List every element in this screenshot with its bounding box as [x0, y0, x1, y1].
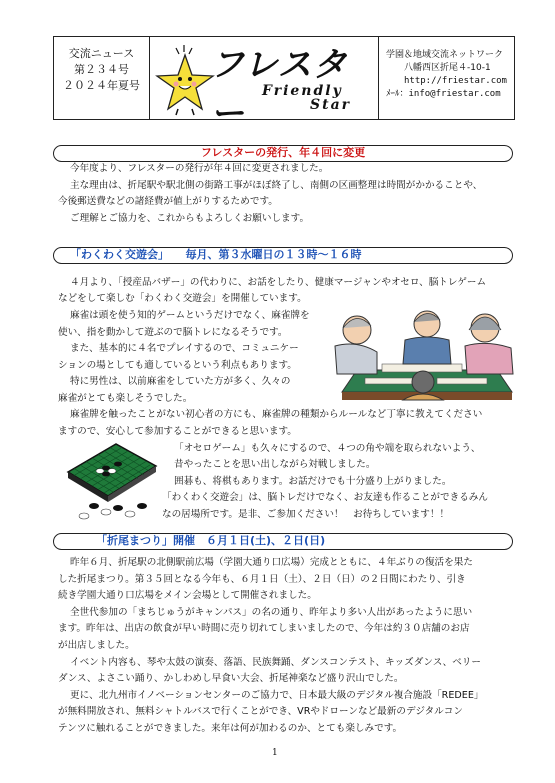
issue-line: 第２３４号	[74, 63, 129, 76]
paragraph-line: ご理解とご協力を、これからもよろしくお願いします。	[70, 213, 310, 224]
paragraph-line: ますので、安心して参加することができると思います。	[58, 426, 297, 437]
org-email[interactable]: ﾒｰﾙ：info@friestar.com	[386, 89, 501, 99]
paragraph-line: イベント内容も、琴や太鼓の演奏、落語、民族舞踊、ダンスコンテスト、キッズダンス、ベリー	[70, 657, 481, 668]
page-number: 1	[272, 748, 278, 758]
paragraph-line: 麻雀は頭を使う知的ゲームというだけでなく、麻雀牌を	[70, 310, 310, 321]
org-name: 学園＆地域交流ネットワーク	[386, 50, 504, 60]
paragraph-line: 特に男性は、以前麻雀をしていた方が多く、久々の	[70, 376, 291, 387]
section-heading-wakuwaku: 「わくわく交遊会」 毎月、第３水曜日の１３時～１６時	[53, 247, 513, 264]
paragraph-line: ４月より、「授産品バザー」の代わりに、お話をしたり、健康マージャンやオセロ、脳トレゲーム	[70, 277, 487, 288]
logo-title: フレスター	[210, 45, 348, 134]
paragraph-line: 続き学園大通り口広場をメイン会場として開催されました。	[58, 590, 317, 601]
logo-area	[150, 37, 379, 134]
issue-line: ２０２４年夏号	[63, 79, 140, 92]
star-mascot-icon	[154, 43, 216, 117]
section-heading-orio-festival: 「折尾まつり」開催 ６月１日(土)、２日(日)	[53, 533, 513, 550]
paragraph-line: した折尾まつり。第３５回となる今年も、６月１日（土）、２日（日）の２日間にわたり、引き	[58, 574, 466, 585]
paragraph-line: 全世代参加の「まちじゅうがキャンパス」の名の通り、昨年より多い人出があったように思い	[70, 607, 473, 618]
organization-info	[378, 37, 514, 119]
paragraph-line: ションの場としても適しているという利点もあります。	[58, 360, 297, 371]
paragraph-line: 主な理由は、折尾駅や駅北側の街路工事がほぼ終了し、南側の区画整理は時間がかかることや、	[70, 180, 483, 191]
logo-subtitle-friendly: Friendly	[262, 83, 343, 99]
paragraph-line: 「わくわく交遊会」は、脳トレだけでなく、お友達も作ることができるみん	[162, 492, 488, 503]
org-address: 八幡西区折尾４-10-1	[404, 63, 491, 73]
paragraph-line: 麻雀がとても楽しそうでした。	[58, 393, 193, 404]
section-heading-publication: フレスターの発行、年４回に変更	[53, 145, 513, 162]
paragraph-line: 今年度より、フレスターの発行が年４回に変更されました。	[70, 163, 329, 174]
org-url[interactable]: http://friestar.com	[404, 76, 507, 86]
paragraph-line: 使い、指を動かして遊ぶので脳トレになるそうです。	[58, 327, 288, 338]
paragraph-line: 昔やったことを思い出しながら対戦しました。	[174, 459, 376, 470]
newsletter-header	[53, 36, 515, 134]
issue-info	[54, 37, 150, 119]
paragraph-line: 「オセロゲーム」も久々にするので、４つの角や端を取られないよう、	[174, 443, 481, 454]
paragraph-line: 今後郵送費などの諸経費が値上がりするためです。	[58, 196, 278, 207]
paragraph-line: 更に、北九州市イノベーションセンターのご協力で、日本最大級のデジタル複合施設「REDEE」	[70, 690, 484, 701]
paragraph-line: 囲碁も、将棋もあります。お話だけでも十分盛り上がりました。	[174, 476, 452, 487]
mahjong-players-illustration	[327, 300, 522, 405]
paragraph-line: 麻雀牌を触ったことがない初心者の方にも、麻雀牌の種類からルールなど丁寧に教えてください	[70, 409, 483, 420]
logo-subtitle-star: Star	[310, 97, 352, 113]
paragraph-line: ダンス、よさこい踊り、かしわめし早食い大会、折尾神楽など盛り沢山でした。	[58, 673, 404, 684]
paragraph-line: 昨年６月、折尾駅の北側駅前広場（学園大通り口広場）完成とともに、４年ぶりの復活を果た	[70, 557, 473, 568]
paragraph-line: などをして楽しむ「わくわく交遊会」を開催しています。	[58, 293, 307, 304]
paragraph-line: が出店しました。	[58, 640, 135, 651]
paragraph-line: が無料開放され、無料シャトルバスで行くことができ、VRやドローンなど最新のデジタルコン	[58, 706, 463, 717]
othello-board-illustration	[60, 436, 160, 526]
paragraph-line: また、基本的に４名でプレイするので、コミュニケー	[70, 343, 299, 354]
paragraph-line: テンツに触れることができました。来年は何が加わるのか、とても楽しみです。	[58, 723, 403, 734]
paragraph-line: なの居場所です。是非、ご参加ください！ お待ちしています！！	[162, 509, 450, 520]
paragraph-line: ます。昨年は、出店の飲食が早い時間に売り切れてしまいましたので、今年は約３０店舗のお店	[58, 623, 470, 634]
issue-line: 交流ニュース	[68, 47, 135, 60]
